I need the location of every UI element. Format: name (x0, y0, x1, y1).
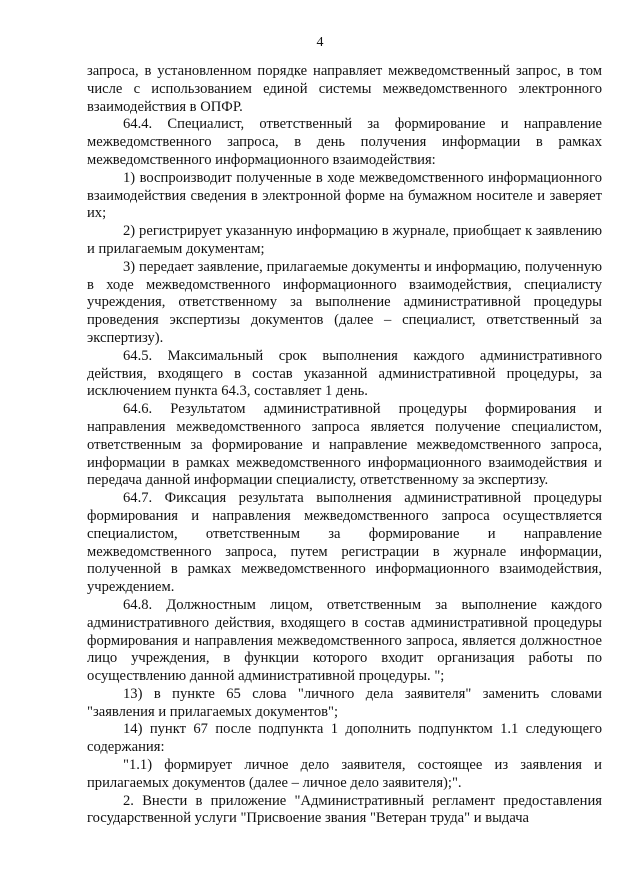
paragraph-item-1: 1) воспроизводит полученные в ходе межведомственного информационного взаимодействия сведения в электронной форме на бумажном носителе и заверяет их; (87, 169, 602, 222)
paragraph-64-5: 64.5. Максимальный срок выполнения каждого административного действия, входящего в состав указанной административной процедуры, за исключением пункта 64.3, составляет 1 день. (87, 347, 602, 400)
paragraph-item-3: 3) передает заявление, прилагаемые документы и информацию, полученную в ходе межведомственного информационного взаимодействия, специалисту учреждения, ответственному за выполнение административной процедуры проведения экспертизы документов (далее – специалист, ответственный за экспертизу). (87, 258, 602, 346)
paragraph-quote-1-1: "1.1) формирует личное дело заявителя, состоящее из заявления и прилагаемых документов (далее – личное дело заявителя);". (87, 757, 602, 791)
paragraph-64-7: 64.7. Фиксация результата выполнения административной процедуры формирования и направления межведомственного запроса осуществляется специалистом, ответственным за формирование и направление межведомственного запроса, путем регистрации в журнале информации, полученной в рамках межведомственного информационного взаимодействия, учреждением. (87, 490, 602, 596)
paragraph-item-13: 13) в пункте 65 слова "личного дела заявителя" заменить словами "заявления и прилагаемых документов"; (87, 685, 602, 720)
paragraph-64-8: 64.8. Должностным лицом, ответственным за выполнение каждого административного действия, входящего в состав административной процедуры формирования и направления межведомственного запроса, является должностное лицо учреждения, в функции которого входит организация работы по осуществлению данной административной процедуры. "; (87, 596, 602, 685)
paragraph-64-6: 64.6. Результатом административной процедуры формирования и направления межведомственного запроса является получение специалистом, ответственным за формирование и направление межведомственного запроса, информации в рамках межведомственного информационного взаимодействия и передача данной информации специалисту, ответственному за экспертизу. (87, 401, 602, 489)
paragraph-64-4: 64.4. Специалист, ответственный за формирование и направление межведомственного запроса, в день получения информации в рамках межведомственного информационного взаимодействия: (87, 116, 602, 168)
page-number: 4 (316, 35, 324, 50)
paragraph-continuation: запроса, в установленном порядке направляет межведомственный запрос, в том числе с использованием единой системы межведомственного электронного взаимодействия в ОПФР. (87, 63, 602, 115)
paragraph-item-14: 14) пункт 67 после подпункта 1 дополнить подпунктом 1.1 следующего содержания: (87, 721, 602, 756)
paragraph-item-2: 2) регистрирует указанную информацию в журнале, приобщает к заявлению и прилагаемым документам; (87, 223, 602, 257)
document-body (87, 63, 602, 828)
paragraph-section-2: 2. Внести в приложение "Административный регламент предоставления государственной услуги "Присвоение звания "Ветеран труда" и выдача (87, 792, 602, 827)
